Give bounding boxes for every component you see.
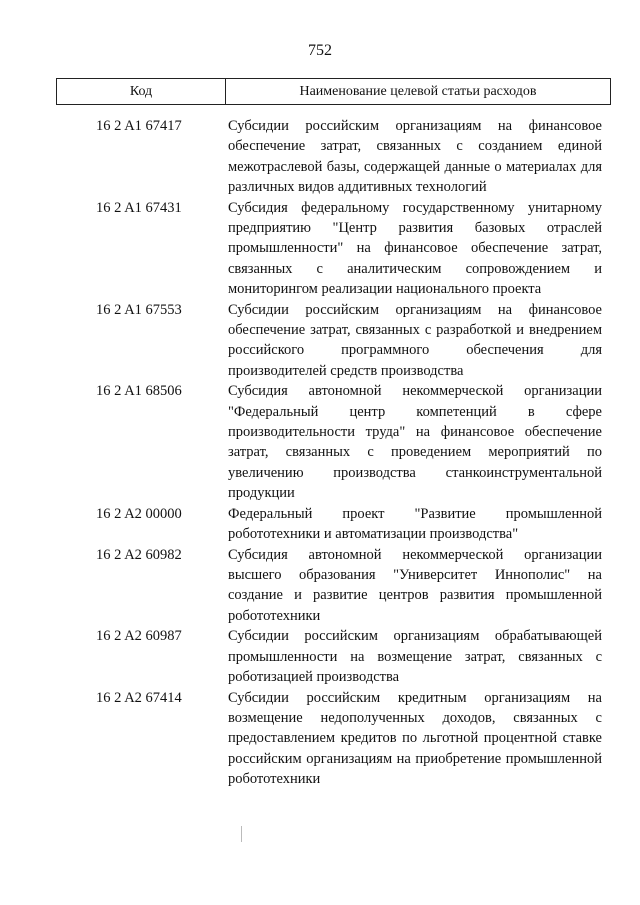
row-code: 16 2 A2 60982: [96, 546, 182, 563]
row-name: Федеральный проект "Развитие промышленной робототехники и автоматизации производства": [228, 505, 602, 542]
table-row: [56, 626, 611, 687]
table-row: [56, 381, 611, 503]
row-code: 16 2 A1 67417: [96, 118, 182, 134]
row-name: Субсидии российским организациям на финансовое обеспечение затрат, связанных с разработкой и внедрением российского программного обеспечения для производителей средств производства: [228, 301, 602, 379]
row-code: 16 2 A2 60987: [96, 628, 182, 645]
row-code: 16 2 A2 00000: [96, 505, 182, 522]
table-row: [56, 504, 611, 545]
row-name: Субсидия федеральному государственному унитарному предприятию "Центр развития базовых отраслей промышленности" на финансовое обеспечение затрат, связанных с аналитическим сопровождением и мониторингом реализации национального проекта: [228, 199, 602, 297]
table-row: [56, 116, 611, 197]
table-row: [56, 545, 611, 626]
row-code: 16 2 A1 67553: [96, 301, 182, 318]
table-row: [56, 198, 611, 299]
table-row: [56, 688, 611, 789]
row-code: 16 2 A1 67431: [96, 199, 182, 216]
scan-mark: [241, 826, 242, 842]
row-name: Субсидии российским кредитным организациям на возмещение недополученных доходов, связанных с предоставлением кредитов по льготной процентной ставке российским организациям на приобретение промышленной робототехники: [228, 689, 602, 787]
header-code: Код: [57, 79, 226, 104]
row-name: Субсидии российским организациям обрабатывающей промышленности на возмещение затрат, связанных с роботизацией производства: [228, 628, 602, 686]
row-code: 16 2 A2 67414: [96, 689, 182, 706]
row-name: Субсидия автономной некоммерческой организации "Федеральный центр компетенций в сфере производительности труда" на финансовое обеспечение затрат, связанных с проведением мероприятий по увеличению производства станкоинструментальной продукции: [228, 383, 602, 501]
page-number: 752: [308, 42, 332, 59]
row-name: Субсидии российским организациям на финансовое обеспечение затрат, связанных с созданием единой межотраслевой базы, содержащей данные о материалах для различных видов аддитивных технологий: [228, 118, 602, 195]
row-name: Субсидия автономной некоммерческой организации высшего образования "Университет Иннополис" на создание и развитие центров развития промышленной робототехники: [228, 546, 602, 624]
header-name: Наименование целевой статьи расходов: [299, 83, 537, 99]
table-body: [56, 116, 611, 790]
table-row: [56, 300, 611, 381]
table-header: [56, 78, 611, 105]
row-code: 16 2 A1 68506: [96, 383, 182, 400]
